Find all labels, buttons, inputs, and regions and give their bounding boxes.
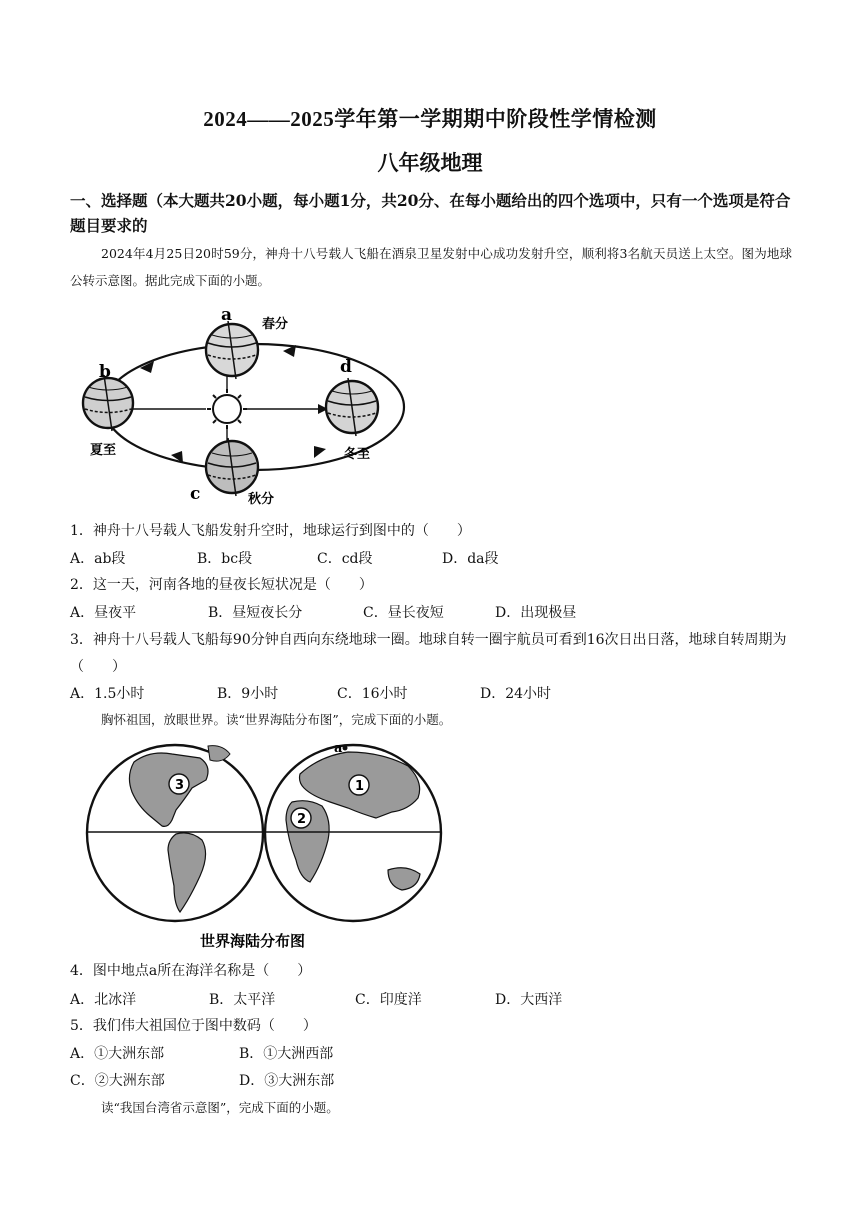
q1-option-a[interactable]: A．ab段	[70, 551, 126, 567]
q1-option-c[interactable]: C．cd段	[317, 551, 373, 567]
question-2: 2．这一天，河南各地的昼夜长短状况是（ ）	[70, 577, 373, 593]
point-a-dot	[343, 746, 348, 751]
earth-revolution-diagram	[78, 303, 418, 513]
point-a-label: a	[334, 741, 343, 756]
question-1-options	[70, 548, 795, 572]
question-3: 3．神舟十八号载人飞船每90分钟自西向东绕地球一圈。地球自转一圈宇航员可看到16次日出日落，地球自转周期为（ ）	[70, 632, 787, 675]
q2-option-c[interactable]: C．昼长夜短	[363, 605, 444, 621]
label-a: a	[221, 305, 233, 325]
question-5-options-row-2	[70, 1070, 795, 1094]
q2-option-d[interactable]: D．出现极昼	[495, 605, 577, 621]
q5-option-a[interactable]: A．①大洲东部	[70, 1046, 165, 1062]
exam-title: 2024——2025学年第一学期期中阶段性学情检测	[203, 107, 657, 131]
label-b: b	[99, 362, 111, 382]
label-summer-solstice: 夏至	[90, 443, 117, 458]
marker-3-label: 3	[175, 778, 185, 793]
q4-option-d[interactable]: D．大西洋	[495, 992, 563, 1008]
world-map-caption: 世界海陆分布图	[200, 932, 306, 950]
q4-option-a[interactable]: A．北冰洋	[70, 992, 137, 1008]
section-heading: 一、选择题（本大题共20小题，每小题1分，共20分、在每小题给出的四个选项中，只有一个选项是符合题目要求的	[70, 191, 791, 235]
question-4-options	[70, 989, 795, 1013]
intro-paragraph-3: 读“我国台湾省示意图”，完成下面的小题。	[101, 1100, 339, 1115]
label-d: d	[340, 357, 352, 377]
q5-option-b[interactable]: B．①大洲西部	[239, 1046, 334, 1062]
label-c: c	[190, 484, 201, 504]
question-5: 5．我们伟大祖国位于图中数码（ ）	[70, 1018, 317, 1034]
question-4: 4．图中地点a所在海洋名称是（ ）	[70, 963, 312, 979]
q2-option-a[interactable]: A．昼夜平	[70, 605, 137, 621]
q1-option-b[interactable]: B．bc段	[197, 551, 253, 567]
q5-option-c[interactable]: C．②大洲东部	[70, 1073, 165, 1089]
question-5-options-row-1	[70, 1043, 795, 1067]
label-spring-equinox: 春分	[262, 317, 289, 332]
marker-2-label: 2	[297, 812, 307, 827]
q3-option-a[interactable]: A．1.5小时	[70, 686, 145, 702]
western-hemisphere	[87, 745, 263, 921]
q1-option-d[interactable]: D．da段	[442, 551, 499, 567]
q3-option-c[interactable]: C．16小时	[337, 686, 408, 702]
marker-1-label: 1	[355, 779, 365, 794]
question-2-options	[70, 602, 795, 626]
q3-option-b[interactable]: B．9小时	[217, 686, 279, 702]
question-3-options	[70, 683, 795, 707]
intro-paragraph-1: 2024年4月25日20时59分，神舟十八号载人飞船在酒泉卫星发射中心成功发射升空，顺利将3名航天员送上太空。图为地球公转示意图。据此完成下面的小题。	[70, 246, 792, 288]
sun-icon	[207, 389, 247, 429]
intro-paragraph-2: 胸怀祖国，放眼世界。读“世界海陆分布图”，完成下面的小题。	[101, 712, 452, 727]
question-1: 1．神舟十八号载人飞船发射升空时，地球运行到图中的（ ）	[70, 523, 471, 539]
q4-option-b[interactable]: B．太平洋	[209, 992, 276, 1008]
q3-option-d[interactable]: D．24小时	[480, 686, 552, 702]
world-land-sea-map	[72, 736, 444, 954]
q4-option-c[interactable]: C．印度洋	[355, 992, 422, 1008]
q2-option-b[interactable]: B．昼短夜长分	[208, 605, 303, 621]
q5-option-d[interactable]: D．③大洲东部	[239, 1073, 335, 1089]
label-autumn-equinox: 秋分	[248, 492, 275, 507]
exam-subtitle: 八年级地理	[377, 150, 483, 175]
label-winter-solstice: 冬至	[344, 447, 371, 462]
